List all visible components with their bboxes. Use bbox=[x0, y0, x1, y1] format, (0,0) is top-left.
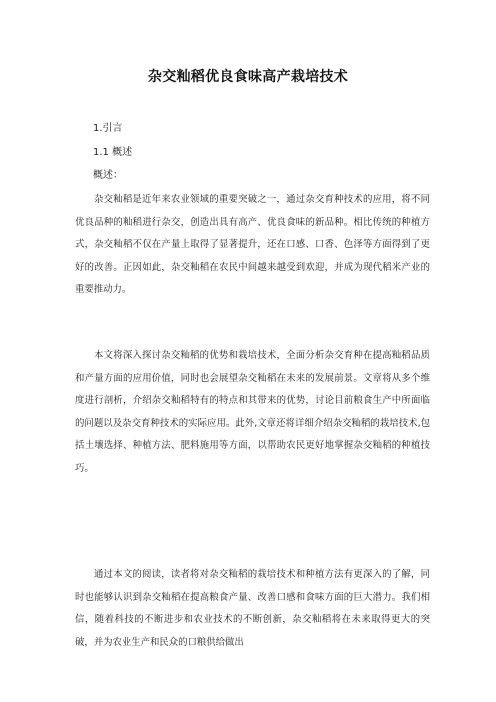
section-heading-1-1: 1.1 概述 bbox=[93, 147, 133, 158]
overview-label: 概述： bbox=[93, 170, 123, 181]
paragraph-1: 杂交籼稻是近年来农业领域的重要突破之一，通过杂交育种技术的应用，将不同优良品种的籼稻进行杂交，创造出具有高产、优良食味的新品种。相比传统的种植方式，杂交籼稻不仅在产量上取得了显著提升，还在口感、口香、色泽等方面得到了更好的改善。正因如此，杂交籼稻在农民中间越来越受到欢迎，并成为现代稻米产业的重要推动力。 bbox=[75, 194, 430, 295]
paragraph-2: 本文将深入探讨杂交籼稻的优势和栽培技术，全面分析杂交育种在提高籼稻品质和产量方面的应用价值，同时也会展望杂交籼稻在未来的发展前景。文章将从多个维度进行剖析，介绍杂交籼稻特有的特点和其带来的优势，讨论目前粮食生产中所面临的问题以及杂交育种技术的实际应用。此外,文章还将详细介绍杂交籼稻的栽培技术,包括土壤选择、种植方法、肥料施用等方面，以帮助农民更好地掌握杂交籼稻的种植技巧。 bbox=[75, 350, 430, 474]
paragraph-3: 通过本文的阅读，读者将对杂交籼稻的栽培技术和种植方法有更深入的了解，同时也能够认识到杂交籼稻在提高粮食产量、改善口感和食味方面的巨大潜力。我们相信，随着科技的不断进步和农业技术的不断创新，杂交籼稻将在未来取得更大的突破，并为农业生产和民众的口粮供给做出 bbox=[75, 569, 430, 648]
section-heading-1: 1.引言 bbox=[93, 123, 123, 134]
document-title: 杂交籼稻优良食味高产栽培技术 bbox=[147, 69, 349, 85]
